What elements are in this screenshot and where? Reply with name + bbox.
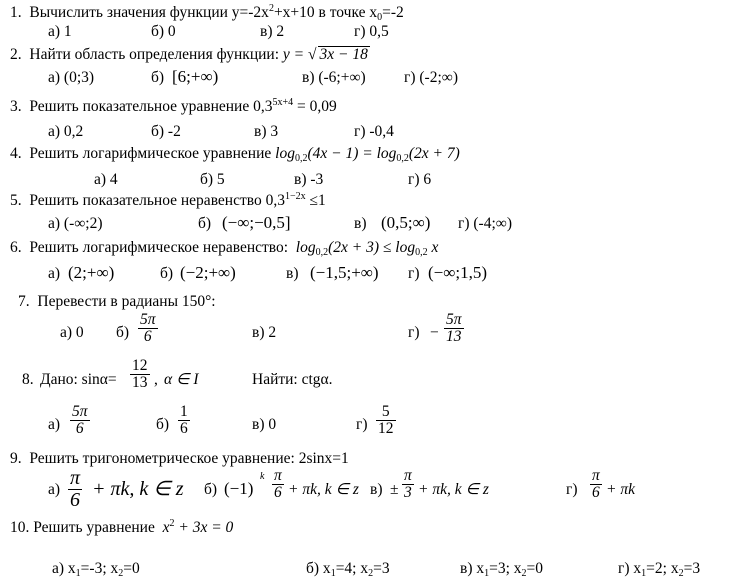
task-number: 10.: [10, 519, 30, 536]
denominator: 6: [180, 420, 188, 438]
subscript: 1: [641, 568, 647, 579]
option-text: =3: [683, 560, 701, 577]
numerator: 5π: [140, 311, 156, 328]
option-g: г): [566, 481, 578, 498]
task-number: 6.: [10, 239, 22, 256]
task-2-options: [48, 67, 458, 86]
task-1-options: [48, 23, 389, 40]
fraction: [70, 404, 90, 438]
option-b: б) 0: [151, 23, 176, 40]
denominator: 12: [378, 420, 394, 438]
math-expression: y =: [282, 46, 308, 63]
option-b: б) 5: [200, 171, 225, 188]
option-a: а) (0;3): [48, 69, 95, 86]
denominator: 3: [404, 484, 412, 502]
task-3: [10, 98, 337, 115]
plus-minus-sign: ±: [390, 481, 399, 498]
option-v: в) -3: [294, 171, 324, 188]
log-argument: (2x + 3) ≤ log: [328, 239, 416, 256]
log-symbol: log: [295, 239, 316, 256]
fraction: [590, 468, 602, 502]
superscript: 2: [169, 518, 175, 529]
task-number: 3.: [10, 98, 22, 115]
numerator: 5π: [72, 403, 88, 420]
task-text: Решить тригонометрическое уравнение: 2sinx=1: [29, 450, 349, 467]
log-base: 0,2: [396, 153, 409, 164]
subscript: 2: [678, 568, 684, 579]
option-v-tail: + πk, k ∈ z: [418, 481, 489, 498]
fraction: [138, 312, 158, 346]
denominator: 6: [143, 328, 152, 346]
option-b: [306, 561, 390, 579]
option-text: =0: [526, 560, 544, 577]
log-argument: (4x − 1) = log: [307, 145, 397, 162]
option-text: =2; x: [646, 560, 679, 577]
task-text: Решить логарифмическое неравенство:: [29, 239, 289, 256]
fraction: [178, 404, 190, 438]
subscript: 2: [368, 568, 374, 579]
numerator: π: [274, 467, 282, 484]
task-7: [18, 294, 216, 310]
option-v: в): [286, 265, 299, 282]
option-g: г) 0,5: [354, 23, 389, 40]
comma: ,: [154, 371, 158, 388]
task-number: 7.: [18, 293, 30, 310]
option-v: в): [354, 215, 367, 232]
radical-sign-icon: √: [308, 46, 317, 63]
math-expression-tail: + 3x = 0: [174, 519, 234, 536]
option-text: =3; x: [489, 560, 522, 577]
option-g: г): [408, 265, 420, 282]
option-b: б): [198, 215, 212, 232]
option-b: б): [160, 265, 174, 282]
task-number: 8.: [22, 371, 34, 388]
option-text: а) x: [52, 560, 76, 577]
option-b-tail: + πk, k ∈ z: [288, 481, 359, 498]
numerator: π: [592, 467, 600, 484]
option-b: б): [204, 481, 218, 498]
subscript: 2: [521, 568, 527, 579]
option-g: г) 6: [408, 171, 432, 188]
option-b: б): [156, 416, 170, 433]
denominator: 6: [75, 420, 84, 438]
option-a: а) 4: [94, 171, 118, 188]
option-g: [618, 561, 700, 579]
math-expression: x: [162, 519, 170, 536]
task-number: 4.: [10, 145, 22, 162]
exponent: 5x+4: [272, 97, 294, 108]
option-g-value: (−∞;1,5): [428, 263, 488, 282]
option-a-tail: + πk, k ∈ z: [92, 478, 184, 500]
option-text: =3: [373, 560, 390, 577]
log-base: 0,2: [294, 153, 308, 164]
log-argument: (2x + 7): [408, 145, 460, 162]
option-v: в) 3: [254, 123, 279, 140]
subscript: 2: [118, 568, 124, 579]
task-text: Перевести в радианы 150°:: [37, 293, 216, 310]
option-g: г) -0,4: [354, 123, 394, 140]
fraction: [376, 404, 396, 438]
task-text-tail: =-2: [382, 4, 404, 21]
option-v: в) 2: [252, 324, 277, 341]
option-text: =-3; x: [80, 560, 119, 577]
option-a: а) 0,2: [48, 123, 84, 140]
math-expression: α ∈ I: [164, 371, 199, 388]
fraction: [402, 468, 414, 502]
numerator: 5π: [446, 311, 462, 328]
option-a: а): [48, 416, 61, 433]
subscript: 1: [75, 568, 81, 579]
task-5-options: [48, 213, 512, 232]
option-g: г): [356, 416, 368, 433]
option-v-value: (0,5;∞): [381, 213, 431, 232]
option-g-tail: + πk: [606, 481, 635, 498]
option-a: а) 1: [48, 23, 72, 40]
option-g: г): [408, 324, 420, 341]
log-base: 0,2: [415, 247, 428, 258]
numerator: π: [404, 467, 412, 484]
option-g: г) (-4;∞): [458, 215, 512, 232]
option-v: в): [370, 481, 383, 498]
option-text: =4; x: [335, 560, 369, 577]
task-text: Решить показательное неравенство 0,3: [29, 192, 285, 209]
option-text: =0: [123, 560, 140, 577]
task-4: [10, 146, 460, 164]
denominator: 6: [70, 489, 81, 511]
radicand: 3x − 18: [319, 46, 368, 63]
option-v-value: (−1,5;+∞): [310, 263, 379, 282]
task-1: [10, 4, 404, 23]
superscript: 2: [268, 3, 274, 14]
option-a: а) 0: [60, 324, 84, 341]
option-text: г) x: [618, 560, 642, 577]
exponent: k: [260, 471, 265, 482]
minus-one-power: (−1): [224, 479, 254, 498]
option-a: а): [48, 481, 61, 498]
option-a-value: (2;+∞): [68, 263, 115, 282]
task-number: 1.: [10, 4, 22, 21]
task-text: Решить показательное уравнение: [29, 98, 250, 115]
task-number: 2.: [10, 46, 22, 63]
denominator: 13: [446, 328, 462, 346]
exponent-base: 0,3: [253, 98, 273, 115]
task-3-options: [48, 123, 394, 140]
task-6: [10, 240, 438, 258]
subscript: 0: [377, 12, 383, 23]
task-text: Дано: sinα=: [40, 371, 117, 388]
option-a: [52, 561, 140, 579]
option-b: б): [151, 69, 165, 86]
log-symbol: log: [275, 145, 295, 162]
task-text: Решить уравнение: [33, 519, 155, 536]
option-g: г) (-2;∞): [404, 69, 458, 86]
option-v: в) 2: [260, 23, 285, 40]
option-text: в) x: [460, 560, 485, 577]
task-4-options: [94, 171, 432, 188]
task-5: [10, 192, 326, 209]
task-6-options: [48, 263, 488, 282]
subscript: 1: [330, 568, 336, 579]
numerator: 1: [180, 403, 188, 420]
task-text: Вычислить значения функции y=-2x: [29, 4, 269, 21]
option-b: б) -2: [151, 123, 181, 140]
option-v: в) 0: [252, 416, 277, 433]
option-v: [460, 561, 543, 579]
task-number: 9.: [10, 450, 22, 467]
task-text: Найти область определения функции:: [29, 46, 280, 63]
log-base: 0,2: [315, 247, 329, 258]
right-hand-side: ≤1: [309, 192, 326, 209]
fraction: [444, 312, 464, 346]
option-a: а) (-∞;2): [48, 215, 103, 232]
task-text-tail: +x+10 в точке x: [273, 4, 378, 21]
option-b: б): [116, 324, 130, 341]
option-text: б) x: [306, 560, 331, 577]
task-number: 5.: [10, 192, 22, 209]
numerator: 12: [132, 357, 148, 374]
numerator: 5: [376, 404, 396, 421]
fraction: [130, 358, 150, 392]
denominator: 13: [132, 374, 148, 392]
task-text: Решить логарифмическое уравнение: [29, 145, 272, 162]
denominator: 6: [274, 484, 282, 502]
denominator: 6: [592, 484, 600, 502]
fraction: [68, 468, 82, 511]
task-2: [10, 46, 370, 63]
numerator: π: [70, 467, 81, 489]
task-9: [10, 451, 349, 467]
task-10: [10, 519, 233, 536]
exponent: 1−2x: [284, 191, 306, 202]
right-hand-side: = 0,09: [297, 98, 337, 115]
option-b-value: [6;+∞): [172, 67, 219, 86]
option-v: в) (-6;+∞): [302, 69, 366, 86]
option-b-value: (−2;+∞): [180, 263, 236, 282]
option-b-value: (−∞;−0,5]: [222, 213, 291, 232]
minus-sign: −: [430, 324, 439, 341]
find-text: Найти: ctgα.: [252, 371, 333, 388]
subscript: 1: [484, 568, 490, 579]
option-a: а): [48, 265, 61, 282]
fraction: [272, 468, 284, 502]
log-argument: x: [431, 239, 439, 256]
